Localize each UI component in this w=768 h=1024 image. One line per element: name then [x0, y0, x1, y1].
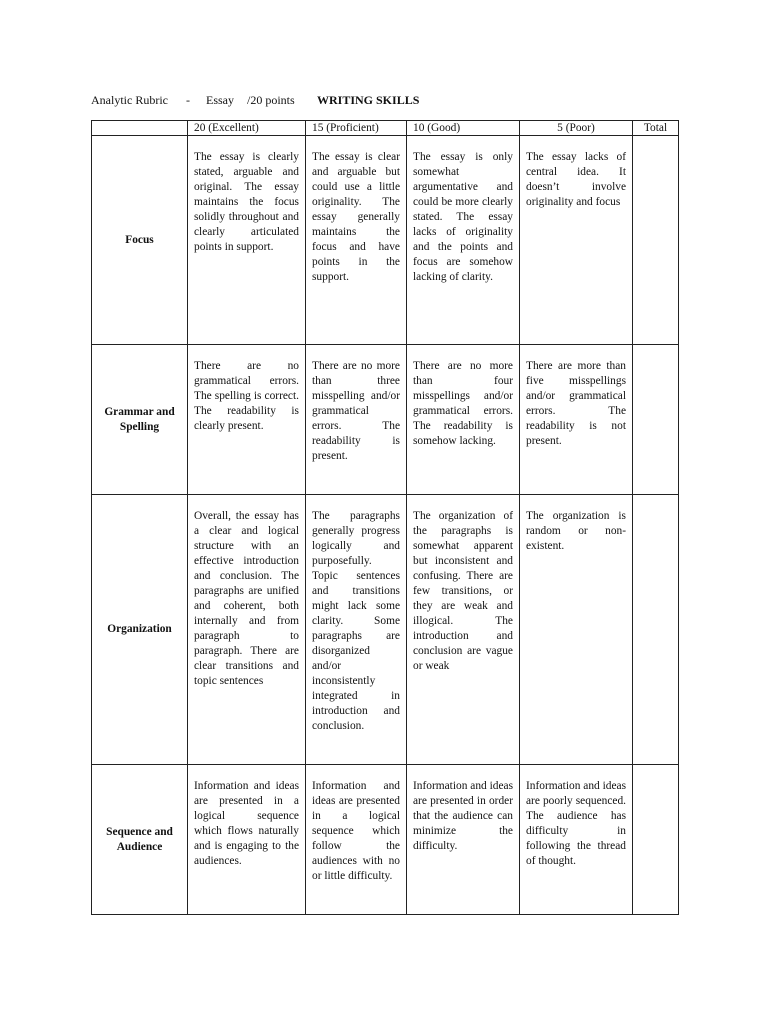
cell-grammar-proficient: There are no more than three misspelling and/or grammatical errors. The readability is present.: [306, 345, 407, 495]
cell-organization-proficient: The paragraphs generally progress logically and purposefully. Topic sentences and transitions might lack some clarity. Some paragraphs are disorganized and/or inconsistently integrated in introduction and conclusion.: [306, 495, 407, 765]
cell-sequence-excellent: Information and ideas are presented in a logical sequence which flows naturally and is engaging to the audiences.: [188, 765, 306, 915]
table-row: [92, 345, 679, 495]
essay-label: Essay: [206, 93, 234, 107]
header-row: [92, 121, 679, 136]
cell-focus-good: The essay is only somewhat argumentative and could be more clearly stated. The essay lacks of originality and the points and focus are somehow lacking of clarity.: [407, 136, 520, 345]
points-label: /20 points: [247, 93, 295, 107]
cell-grammar-good: There are no more than four misspellings and/or grammatical errors. The readability is somehow lacking.: [407, 345, 520, 495]
cell-organization-poor: The organization is random or non-existent.: [520, 495, 633, 765]
cell-grammar-excellent: There are no grammatical errors. The spelling is correct. The readability is clearly present.: [188, 345, 306, 495]
cell-organization-good: The organization of the paragraphs is somewhat apparent but inconsistent and confusing. There are few transitions, or they are weak and illogical. The introduction and conclusion are vague or weak: [407, 495, 520, 765]
cell-sequence-good: Information and ideas are presented in order that the audience can minimize the difficulty.: [407, 765, 520, 915]
column-header-good: 10 (Good): [407, 121, 520, 136]
column-header-proficient: 15 (Proficient): [306, 121, 407, 136]
rubric-title: WRITING SKILLS: [317, 93, 420, 107]
table-row: [92, 765, 679, 915]
criterion-organization: Organization: [92, 495, 188, 765]
cell-sequence-total: [633, 765, 679, 915]
cell-focus-poor: The essay lacks of central idea. It doesn’t involve originality and focus: [520, 136, 633, 345]
cell-grammar-poor: There are more than five misspellings and/or grammatical errors. The readability is not present.: [520, 345, 633, 495]
corner-cell: [92, 121, 188, 136]
column-header-excellent: 20 (Excellent): [188, 121, 306, 136]
criterion-focus: Focus: [92, 136, 188, 345]
cell-grammar-total: [633, 345, 679, 495]
heading-dash: -: [186, 93, 190, 107]
rubric-label: Analytic Rubric: [91, 93, 168, 107]
cell-sequence-poor: Information and ideas are poorly sequenced. The audience has difficulty in following the thread of thought.: [520, 765, 633, 915]
table-row: [92, 136, 679, 345]
criterion-grammar-and-spelling: Grammar and Spelling: [92, 345, 188, 495]
rubric-table: [91, 120, 679, 915]
table-row: [92, 495, 679, 765]
column-header-poor: 5 (Poor): [520, 121, 633, 136]
cell-focus-excellent: The essay is clearly stated, arguable and original. The essay maintains the focus solidly throughout and clearly articulated points in support.: [188, 136, 306, 345]
cell-sequence-proficient: Information and ideas are presented in a logical sequence which follow the audiences with no or little difficulty.: [306, 765, 407, 915]
criterion-sequence-and-audience: Sequence and Audience: [92, 765, 188, 915]
column-header-total: Total: [633, 121, 679, 136]
cell-organization-excellent: Overall, the essay has a clear and logical structure with an effective introduction and conclusion. The paragraphs are unified and coherent, both internally and from paragraph to paragraph. There are clear transitions and topic sentences: [188, 495, 306, 765]
cell-organization-total: [633, 495, 679, 765]
cell-focus-proficient: The essay is clear and arguable but could use a little originality. The essay generally maintains the focus and have points in the support.: [306, 136, 407, 345]
cell-focus-total: [633, 136, 679, 345]
